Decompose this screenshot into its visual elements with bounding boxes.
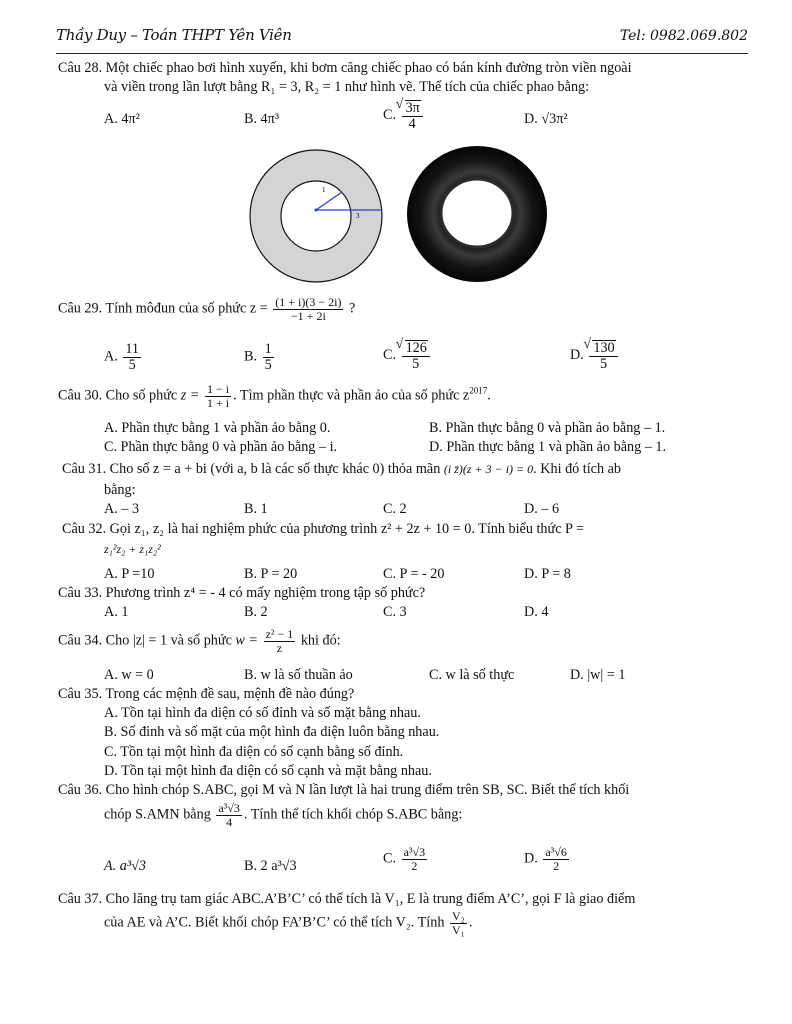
q33-option-c: C. 3 [383,604,407,620]
q29-qmark: ? [348,300,356,317]
q31-line1-text: Câu 31. Cho số z = a + bi (với a, b là các số thực khác 0) thỏa mãn [62,461,441,477]
q29-option-d [570,340,620,372]
q29-c-den: 5 [412,355,420,372]
label-inner-radius: 1 [322,186,326,194]
q37-num: V₂ [451,909,465,923]
q36-line2-text: chóp S.AMN bằng [104,806,211,823]
q32-option-d: D. P = 8 [524,566,571,582]
q36-option-b: B. 2 a³√3 [244,858,297,874]
header-phone: Tel: 0982.069.802 [619,28,748,44]
q29-c-label: C. [383,347,397,364]
q29-d-den: 5 [599,355,608,372]
q36-option-a: A. a³√3 [104,858,146,874]
q28-option-b: B. 4π³ [244,111,280,127]
q36-num: a³√3 [218,801,240,815]
q30-stem-rest: . Tìm phần thực và phần ảo của số phức z [233,387,470,404]
q32-option-a: A. P =10 [104,566,155,582]
q29-d-label: D. [570,347,584,364]
q31-option-d: D. – 6 [524,501,560,517]
q37-den: V₁ [451,922,465,937]
q32-line1: Câu 32. Gọi z₁, z₂ là hai nghiệm phức của phương trình z² + 2z + 10 = 0. Tính biểu thức P = [62,521,584,537]
q34-option-d: D. |w| = 1 [570,667,626,683]
header-rule [56,53,748,54]
q28-option-a: A. 4π² [104,111,140,127]
q29-option-b [244,342,276,373]
q30-num: 1 − i [206,382,230,396]
q34-num: z² − 1 [265,627,294,641]
q29-a-den: 5 [128,356,136,373]
q36-line2 [104,802,462,828]
q31-equation: (i z̄)(z + 3 − i) = 0 [443,462,534,476]
q37-line2-text: của AE và A’C. Biết khối chóp FA’B’C’ có thể tích V₂. Tính [104,914,445,931]
q34-den: z [276,640,283,655]
q35-option-c: C. Tồn tại một hình đa diện có số cạnh bằng số đỉnh. [104,744,404,760]
q33-line1: Câu 33. Phương trình z⁴ = - 4 có mấy nghiệm trong tập số phức? [58,585,426,601]
q36-d-label: D. [524,850,538,867]
q33-option-a: A. 1 [104,604,129,620]
q29-num: (1 + i)(3 − 2i) [275,295,342,309]
q29-c-num: √ 126 [405,340,428,356]
header-author: Thầy Duy – Toán THPT Yên Viên [56,26,292,44]
q29-a-label: A. [104,348,118,365]
q29-b-label: B. [244,348,258,365]
q34-option-b: B. w là số thuần ảo [244,667,353,683]
q30-z: z = [180,387,200,404]
q30-stem-text: Câu 30. Cho số phức [58,387,178,404]
q28-c-num: √ 3π [405,100,421,116]
torus-diagram [248,148,384,284]
q34-option-a: A. w = 0 [104,667,154,683]
q36-c-num: a³√3 [403,845,426,859]
q36-c-label: C. [383,850,397,867]
tube-photo [404,143,550,285]
q35-option-a: A. Tồn tại hình đa diện có số đỉnh và số mặt bằng nhau. [104,705,421,721]
q30-option-d: D. Phần thực bằng 1 và phần ảo bằng – 1. [429,439,667,455]
q31-option-a: A. – 3 [104,501,140,517]
q37-end: . [468,914,473,931]
q30-option-b: B. Phần thực bằng 0 và phần ảo bằng – 1. [429,420,666,436]
q36-d-den: 2 [553,858,560,873]
q32-line2: z₁²z₂ + z₁z₂² [104,542,161,556]
q35-option-b: B. Số đỉnh và số mặt của một hình đa diện luôn bằng nhau. [104,724,440,740]
q37-line2 [104,910,472,936]
q29-option-a [104,342,143,373]
label-outer-radius: 3 [356,212,360,220]
q31-line2: bằng: [104,482,136,498]
q30-exp: 2017 [469,385,488,396]
q34-stem-rest: khi đó: [300,632,341,649]
q30-option-a: A. Phần thực bằng 1 và phần ảo bằng 0. [104,420,331,436]
q33-option-b: B. 2 [244,604,268,620]
q35-option-d: D. Tồn tại một hình đa diện có số cạnh và mặt bằng nhau. [104,763,432,779]
q29-option-c [383,340,432,372]
q34-stem [58,628,341,654]
q29-stem [58,296,355,322]
q29-b-den: 5 [264,356,272,373]
q36-line2-rest: . Tính thể tích khối chóp S.ABC bằng: [243,806,463,823]
q30-option-c: C. Phần thực bằng 0 và phần ảo bằng – i. [104,439,338,455]
q34-w: w = [235,632,259,649]
q36-d-num: a³√6 [545,845,567,859]
q36-option-d [524,846,571,872]
q36-den: 4 [226,814,233,829]
q28-option-d: D. √3π² [524,111,568,127]
q37-line1: Câu 37. Cho lăng trụ tam giác ABC.A’B’C’ có thể tích là V₁, E là trung điểm A’C’, gọi F là giao điểm [58,891,636,907]
q30-end: . [487,387,491,404]
q28-line2: và viền trong lần lượt bằng R₁ = 3, R₂ = 1 như hình vẽ. Thể tích của chiếc phao bằng: [104,79,590,95]
q31-option-c: C. 2 [383,501,407,517]
q33-option-d: D. 4 [524,604,549,620]
q30-den: 1 + i [206,395,230,410]
q34-option-c: C. w là số thực [429,667,515,683]
q31-line1-rest: . Khi đó tích ab [533,461,622,477]
q31-line1 [62,461,621,478]
q29-den: −1 + 2i [290,308,326,323]
q36-option-c [383,846,429,872]
q28-option-c-label: C. [383,107,397,124]
q36-line1: Câu 36. Cho hình chóp S.ABC, gọi M và N lần lượt là hai trung điểm trên SB, SC. Biết thể tích khối [58,782,630,798]
q32-option-c: C. P = - 20 [383,566,445,582]
q31-option-b: B. 1 [244,501,268,517]
q29-a-num: 11 [125,341,140,357]
q32-option-b: B. P = 20 [244,566,298,582]
q29-b-num: 1 [264,341,272,357]
q36-c-den: 2 [411,858,418,873]
q35-line1: Câu 35. Trong các mệnh đề sau, mệnh đề nào đúng? [58,686,355,702]
q28-option-c [383,100,425,132]
q30-stem [58,383,491,409]
q34-stem-text: Câu 34. Cho |z| = 1 và số phức [58,632,232,649]
q28-line1: Câu 28. Một chiếc phao bơi hình xuyến, khi bơm căng chiếc phao có bán kính đường tròn viền ngoài [58,60,632,76]
q28-c-den: 4 [408,115,416,132]
q29-stem-text: Câu 29. Tính môđun của số phức z = [58,300,268,317]
q29-d-num: √ 130 [592,340,615,356]
